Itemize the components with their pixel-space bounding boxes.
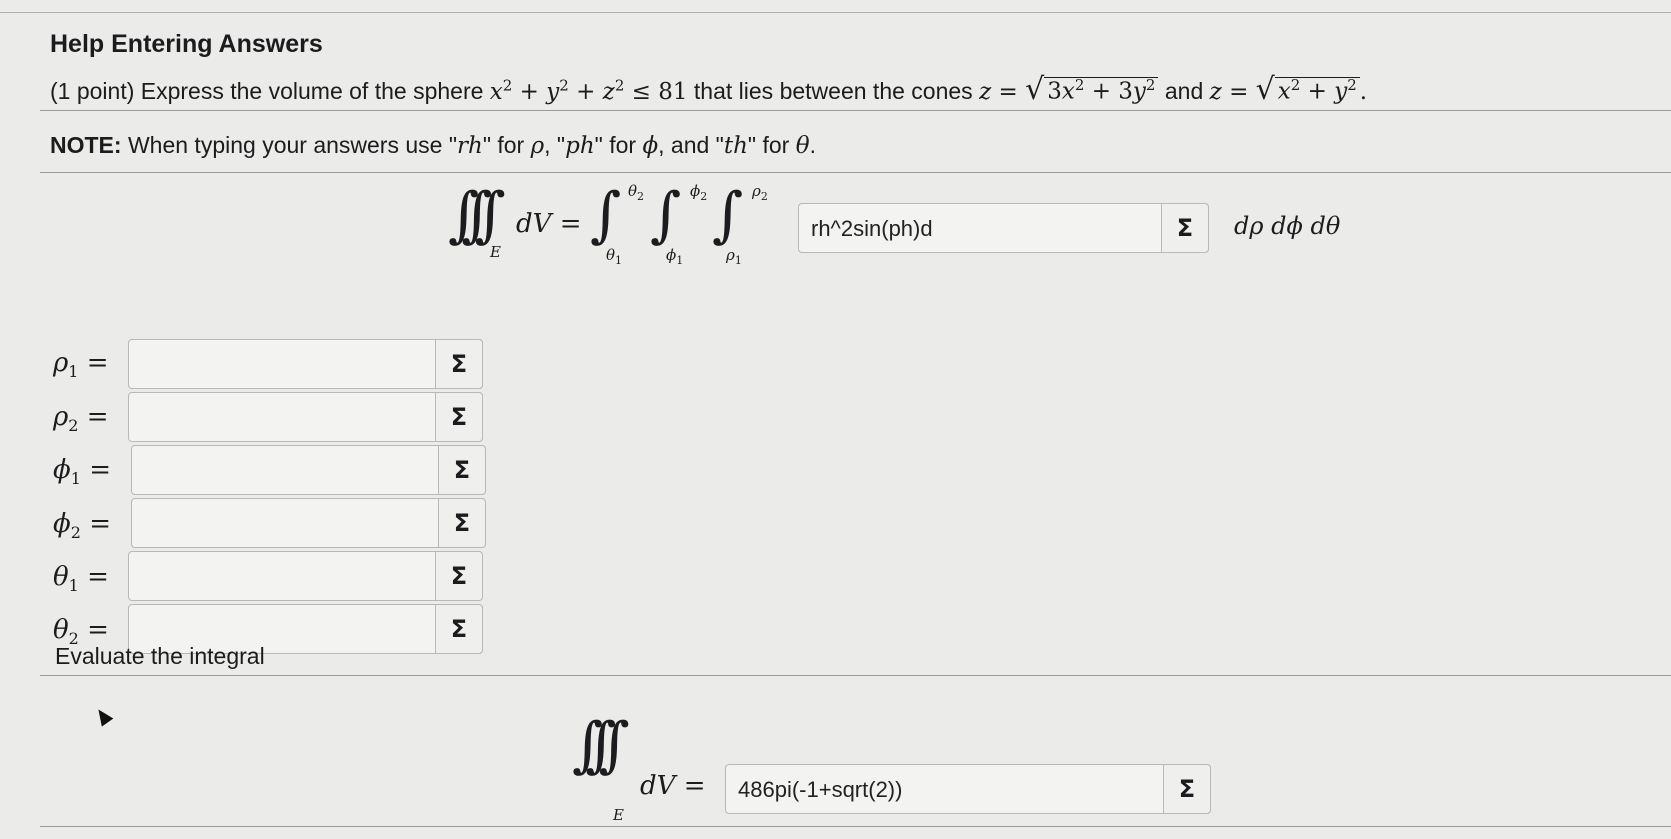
region-label: E: [490, 243, 501, 261]
help-entering-answers-link[interactable]: Help Entering Answers: [50, 30, 323, 58]
limit-rho-upper: $\rho_2$: [752, 182, 768, 203]
limit-rho-lower: $\rho_1$: [726, 246, 742, 267]
theta1-input[interactable]: [128, 551, 483, 601]
limit-phi-upper: $\phi_2$: [690, 182, 708, 203]
statement-text: that lies between the cones: [693, 78, 973, 104]
note-text: [50, 132, 816, 159]
equation-editor-button[interactable]: Σ: [438, 445, 486, 495]
equation-editor-button[interactable]: Σ: [1161, 203, 1209, 253]
equation-editor-button[interactable]: Σ: [435, 392, 483, 442]
equation-editor-button[interactable]: Σ: [438, 498, 486, 548]
sphere-equation: $x^2 + y^2 + z^2 \le 81$: [489, 76, 688, 105]
integrand-value[interactable]: rh^2sin(ph)d: [811, 216, 933, 241]
rho-symbol: ρ: [530, 133, 545, 159]
cone-equation-1: z = √ $3x^2 + 3y^2$: [979, 79, 1158, 105]
theta-symbol: θ: [795, 133, 810, 159]
answer-value[interactable]: 486pi(-1+sqrt(2)): [738, 777, 903, 802]
statement-text: Express the volume of the sphere: [140, 78, 484, 104]
rho1-label: $\rho_1$ =: [53, 348, 109, 382]
answer-input[interactable]: [725, 764, 1211, 814]
theta2-label: $\theta_2$ =: [53, 615, 109, 649]
note-ph: ph: [565, 133, 595, 159]
equation-editor-button[interactable]: Σ: [435, 604, 483, 654]
theta1-label: $\theta_1$ =: [53, 562, 109, 596]
triple-integral-sign: ∫∫∫: [448, 180, 488, 250]
equation-editor-button[interactable]: Σ: [435, 551, 483, 601]
region-label: E: [613, 806, 624, 824]
integral-sign-phi: ∫: [650, 180, 682, 250]
integral-sign-theta: ∫: [590, 180, 622, 250]
rho2-input[interactable]: [128, 392, 483, 442]
mouse-cursor-icon: [93, 705, 114, 726]
dv-equals: dV =: [516, 209, 582, 239]
rho2-label: $\rho_2$ =: [53, 402, 109, 436]
evaluate-prompt: Evaluate the integral: [55, 643, 265, 669]
differentials: dρ dϕ dθ: [1234, 212, 1341, 240]
note-part: , and ": [658, 132, 724, 158]
rho1-input[interactable]: [128, 339, 483, 389]
note-label: NOTE:: [50, 132, 122, 158]
problem-statement: [50, 72, 1367, 107]
integrand-input[interactable]: [798, 203, 1209, 253]
divider: [40, 172, 1671, 173]
and-text: and: [1164, 78, 1204, 104]
dv-equals: dV =: [640, 771, 706, 801]
note-rh: rh: [457, 133, 483, 159]
phi-symbol: ϕ: [642, 133, 659, 159]
equation-editor-button[interactable]: Σ: [435, 339, 483, 389]
equation-editor-button[interactable]: Σ: [1163, 764, 1211, 814]
note-part: " for: [594, 132, 643, 158]
note-th: th: [723, 133, 748, 159]
note-part: , ": [544, 132, 566, 158]
limit-theta-upper: $\theta_2$: [628, 182, 645, 203]
divider: [40, 110, 1671, 111]
divider: [40, 826, 1671, 827]
note-end: .: [809, 132, 816, 158]
cone-equation-2: z = √ $x^2 + y^2$ .: [1209, 72, 1368, 107]
divider: [40, 675, 1671, 676]
phi1-input[interactable]: [131, 445, 486, 495]
limit-phi-lower: $\phi_1$: [666, 246, 684, 267]
points-label: (1 point): [50, 78, 135, 104]
note-part: When typing your answers use ": [127, 132, 457, 158]
phi2-label: $\phi_2$ =: [53, 509, 111, 543]
phi2-input[interactable]: [131, 498, 486, 548]
divider: [0, 12, 1671, 13]
limit-theta-lower: $\theta_1$: [606, 246, 623, 267]
note-part: " for: [482, 132, 531, 158]
triple-integral-sign: ∫∫∫: [572, 710, 612, 780]
phi1-label: $\phi_1$ =: [53, 455, 111, 489]
integral-sign-rho: ∫: [712, 180, 744, 250]
note-part: " for: [747, 132, 796, 158]
